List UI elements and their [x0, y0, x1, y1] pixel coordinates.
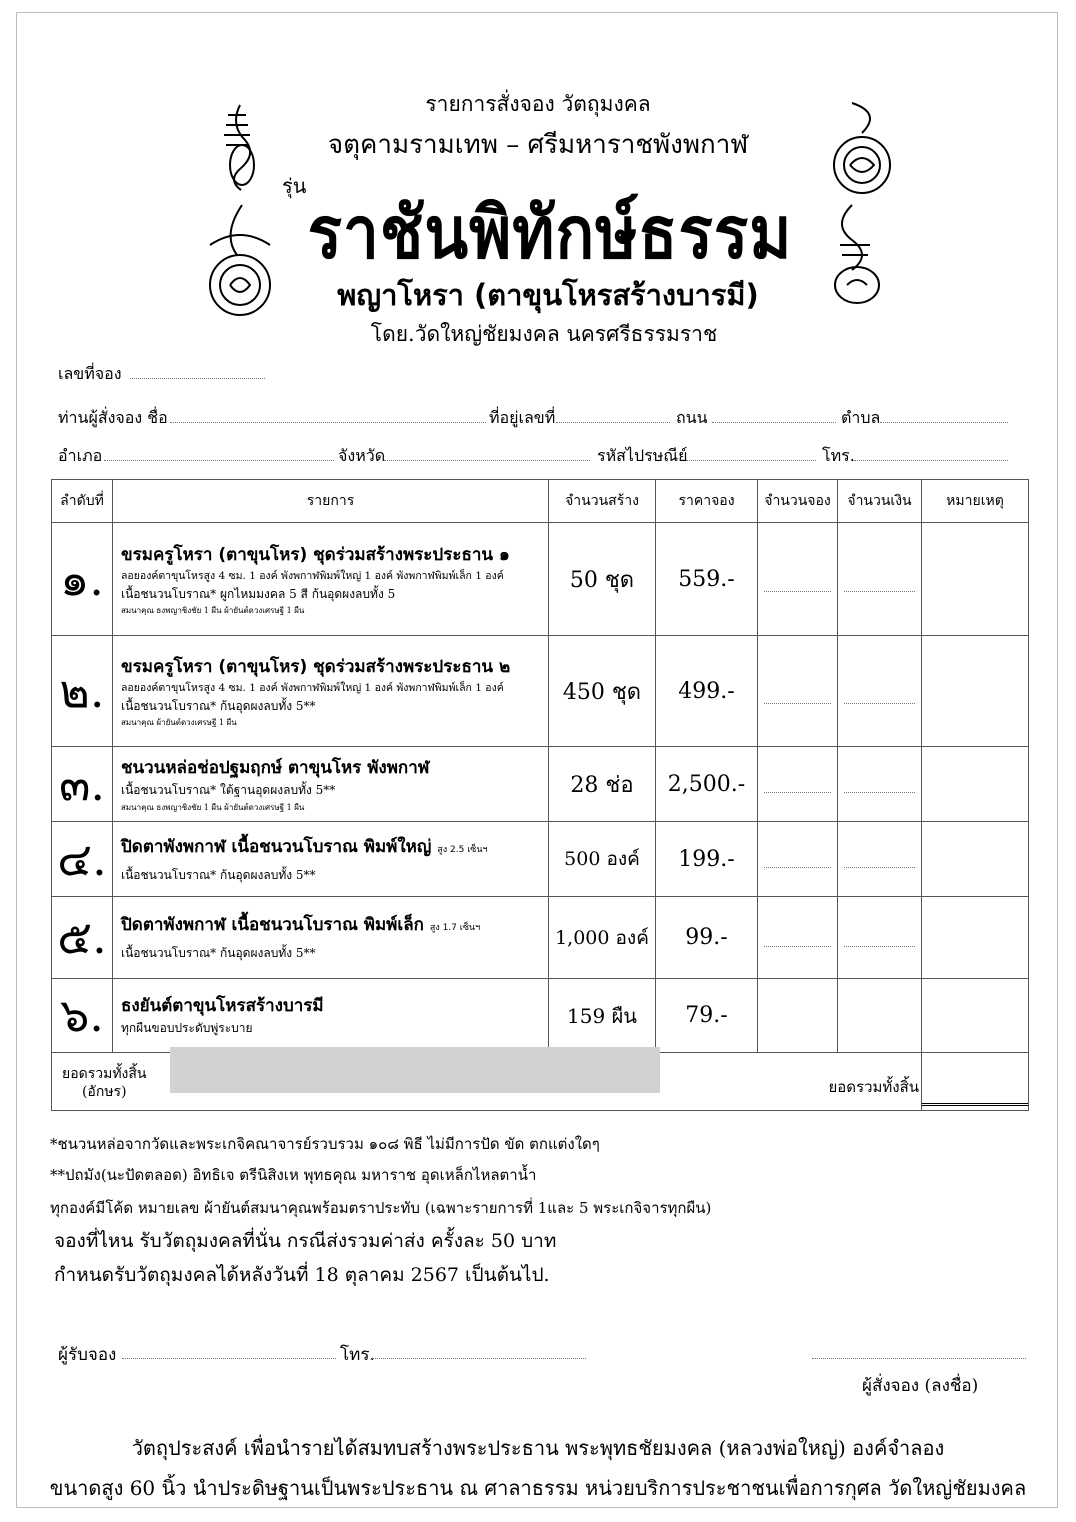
note-2: **ปถมัง(นะปัดตลอด) อิทธิเจ ตรีนิสิงเห พุทธคุณ มหาราช อุดเหล็กไหลตาน้ำ: [50, 1166, 537, 1184]
row-title-text: ปิดตาพังพกาฬ เนื้อชนวนโบราณ พิมพ์ใหญ่: [121, 836, 432, 857]
note-3: ทุกองค์มีโค้ด หมายเลข ผ้ายันต์สมนาคุณพร้อมตราประทับ (เฉพาะรายการที่ 1และ 5 พระเกจิจารทุกผืน): [50, 1199, 712, 1217]
row-qty: 28 ช่อ: [549, 747, 656, 822]
row-description: [113, 897, 549, 979]
col-header-price: ราคาจอง: [656, 480, 758, 523]
footer-line-2: ขนาดสูง 60 นิ้ว นำประดิษฐานเป็นพระประธาน ณ ศาลาธรรม หน่วยบริการประชาชนเพื่อการกุศล วัดใหญ่ชัยมงคล: [49, 1476, 1027, 1500]
row-remark-field[interactable]: [922, 897, 1029, 979]
col-header-made: จำนวนสร้าง: [549, 480, 656, 523]
row-qty: 450 ชุด: [549, 636, 656, 747]
row-amount-field[interactable]: [838, 897, 922, 979]
row-order-qty-field[interactable]: [758, 897, 838, 979]
row-order-qty-field[interactable]: [758, 636, 838, 747]
col-header-item: รายการ: [113, 480, 549, 523]
phone-field[interactable]: [854, 460, 1008, 461]
table-row: [52, 897, 1029, 979]
orderer-sign-label: ผู้สั่งจอง (ลงชื่อ): [862, 1376, 979, 1396]
row-price: 559.-: [656, 523, 758, 636]
row-description: [113, 636, 549, 747]
grand-total-label: ยอดรวมทั้งสิ้น: [828, 1078, 919, 1096]
row-numeral: ๔.: [52, 822, 113, 897]
address-no-label: ที่อยู่เลขที่: [489, 408, 556, 427]
row-numeral: ๑.: [52, 523, 113, 636]
table-row: [52, 523, 1029, 636]
row-detail-1: ลอยองค์ตาขุนโหรสูง 4 ซม. 1 องค์ พังพกาฬพิมพ์ใหญ่ 1 องค์ พังพกาฬพิมพ์เล็ก 1 องค์: [121, 682, 504, 694]
row-amount-field[interactable]: [838, 523, 922, 636]
row-numeral: ๖.: [52, 979, 113, 1053]
row-price: 199.-: [656, 822, 758, 897]
table-header-row: [52, 480, 1029, 523]
total-text-label-2: (อักษร): [81, 1084, 127, 1101]
row-description: [113, 747, 549, 822]
receiver-phone-label: โทร.: [340, 1345, 375, 1365]
note-1: *ชนวนหล่อจากวัดและพระเกจิคณาจารย์รวบรวม ๑๐๘ พิธี ไม่มีการปัด ขัด ตกแต่งใดๆ: [50, 1135, 600, 1153]
row-title: [121, 833, 548, 860]
row-detail-2: เนื้อชนวนโบราณ* ก้นอุดผงลบทั้ง 5**: [121, 867, 316, 882]
row-order-qty-field[interactable]: [758, 979, 838, 1053]
total-text-label: [62, 1065, 147, 1101]
orderer-name-field[interactable]: [170, 422, 486, 423]
table-row: [52, 979, 1029, 1053]
row-numeral: ๓.: [52, 747, 113, 822]
row-price: 499.-: [656, 636, 758, 747]
row-title-note: สูง 2.5 เซ็นฯ: [437, 844, 488, 855]
header-line1: รายการสั่งจอง วัตถุมงคล: [425, 92, 651, 116]
row-title: ชนวนหล่อช่อปฐมฤกษ์ ตาขุนโหร พังพกาฬ: [121, 758, 430, 779]
row-title: ขรมครูโหรา (ตาขุนโหร) ชุดร่วมสร้างพระประธาน ๒: [121, 657, 511, 677]
table-row: [52, 822, 1029, 897]
address-no-field[interactable]: [556, 422, 670, 423]
row-qty: 50 ชุด: [549, 523, 656, 636]
subtitle: พญาโหรา (ตาขุนโหรสร้างบารมี): [337, 278, 759, 312]
row-bonus: สมนาคุณ ธงพญาชิงชัย 1 ผืน ผ้ายันต์ดวงเศรษฐี 1 ผืน: [121, 802, 305, 812]
row-amount-field[interactable]: [838, 747, 922, 822]
row-remark-field[interactable]: [922, 979, 1029, 1053]
row-bonus: สมนาคุณ ธงพญาชิงชัย 1 ผืน ผ้ายันต์ดวงเศรษฐี 1 ผืน: [121, 605, 305, 615]
road-label: ถนน: [676, 408, 708, 427]
booking-no-field[interactable]: [130, 378, 265, 379]
province-label: จังหวัด: [338, 446, 386, 465]
row-price: 79.-: [656, 979, 758, 1053]
row-detail-1: ลอยองค์ตาขุนโหรสูง 4 ซม. 1 องค์ พังพกาฬพิมพ์ใหญ่ 1 องค์ พังพกาฬพิมพ์เล็ก 1 องค์: [121, 570, 504, 582]
receiver-field[interactable]: [122, 1358, 336, 1359]
road-field[interactable]: [712, 422, 836, 423]
row-remark-field[interactable]: [922, 523, 1029, 636]
row-qty: 159 ผืน: [549, 979, 656, 1053]
total-text-field[interactable]: [170, 1047, 660, 1093]
orderer-signature-field[interactable]: [812, 1358, 1026, 1359]
row-amount-field[interactable]: [838, 822, 922, 897]
province-field[interactable]: [384, 460, 590, 461]
row-bonus: สมนาคุณ ผ้ายันต์ดวงเศรษฐี 1 ผืน: [121, 717, 237, 727]
row-remark-field[interactable]: [922, 636, 1029, 747]
row-order-qty-field[interactable]: [758, 523, 838, 636]
row-price: 99.-: [656, 897, 758, 979]
district-field[interactable]: [104, 460, 334, 461]
row-qty: 1,000 องค์: [549, 897, 656, 979]
receiver-phone-field[interactable]: [372, 1358, 586, 1359]
row-detail-2: เนื้อชนวนโบราณ* ผูกไหมมงคล 5 สี ก้นอุดผงลบทั้ง 5: [121, 586, 396, 601]
postcode-field[interactable]: [686, 460, 816, 461]
table-row: [52, 747, 1029, 822]
receiver-label: ผู้รับจอง: [58, 1345, 117, 1365]
phone-label: โทร.: [822, 446, 855, 465]
col-header-order-qty: จำนวนจอง: [758, 480, 838, 523]
by-line: โดย.วัดใหญ่ชัยมงคล นครศรีธรรมราช: [370, 322, 718, 346]
header-line2: จตุคามรามเทพ – ศรีมหาราชพังพกาฬ: [327, 130, 749, 160]
row-title-note: สูง 1.7 เซ็นฯ: [429, 923, 481, 934]
orderer-name-label: ท่านผู้สั่งจอง ชื่อ: [58, 408, 168, 427]
district-label: อำเภอ: [58, 446, 103, 465]
total-text-label-1: ยอดรวมทั้งสิ้น: [62, 1066, 147, 1082]
row-detail-2: เนื้อชนวนโบราณ* ก้นอุดผงลบทั้ง 5**: [121, 698, 316, 713]
booking-no-label: เลขที่จอง: [58, 364, 122, 383]
subdistrict-label: ตำบล: [841, 408, 881, 427]
row-order-qty-field[interactable]: [758, 822, 838, 897]
page-title: ราชันพิทักษ์ธรรม: [307, 192, 793, 276]
subdistrict-field[interactable]: [880, 422, 1008, 423]
row-numeral: ๒.: [52, 636, 113, 747]
row-numeral: ๕.: [52, 897, 113, 979]
note-4: จองที่ไหน รับวัตถุมงคลที่นั่น กรณีส่งรวมค่าส่ง ครั้งละ 50 บาท: [54, 1230, 557, 1252]
row-description: [113, 979, 549, 1053]
col-header-index: ลำดับที่: [52, 480, 113, 523]
footer-line-1: วัตถุประสงค์ เพื่อนำรายได้สมทบสร้างพระประธาน พระพุทธชัยมงคล (หลวงพ่อใหญ่) องค์จำลอง: [131, 1436, 945, 1460]
table-row: [52, 636, 1029, 747]
items-table: [51, 479, 1029, 1111]
row-price: 2,500.-: [656, 747, 758, 822]
col-header-amount: จำนวนเงิน: [838, 480, 922, 523]
grand-total-field[interactable]: [922, 1053, 1029, 1111]
row-remark-field[interactable]: [922, 822, 1029, 897]
row-detail-2: ทุกผืนขอบประดับพู่ระบาย: [121, 1021, 253, 1036]
row-description: [113, 822, 549, 897]
note-5: กำหนดรับวัตถุมงคลได้หลังวันที่ 18 ตุลาคม 2567 เป็นต้นไป.: [54, 1264, 550, 1286]
row-amount-field[interactable]: [838, 636, 922, 747]
row-detail-2: เนื้อชนวนโบราณ* ใต้ฐานอุดผงลบทั้ง 5**: [121, 783, 336, 798]
row-order-qty-field[interactable]: [758, 747, 838, 822]
model-prefix: รุ่น: [282, 174, 307, 198]
row-detail-2: เนื้อชนวนโบราณ* ก้นอุดผงลบทั้ง 5**: [121, 946, 316, 961]
row-remark-field[interactable]: [922, 747, 1029, 822]
row-description: [113, 523, 549, 636]
row-amount-field[interactable]: [838, 979, 922, 1053]
row-title-text: ปิดตาพังพกาฬ เนื้อชนวนโบราณ พิมพ์เล็ก: [121, 915, 424, 936]
postcode-label: รหัสไปรษณีย์: [597, 446, 688, 465]
row-qty: 500 องค์: [549, 822, 656, 897]
row-title: [121, 911, 548, 938]
row-title: ธงยันต์ตาขุนโหรสร้างบารมี: [121, 996, 324, 1017]
col-header-remark: หมายเหตุ: [922, 480, 1029, 523]
row-title: ขรมครูโหรา (ตาขุนโหร) ชุดร่วมสร้างพระประธาน ๑: [121, 545, 510, 565]
